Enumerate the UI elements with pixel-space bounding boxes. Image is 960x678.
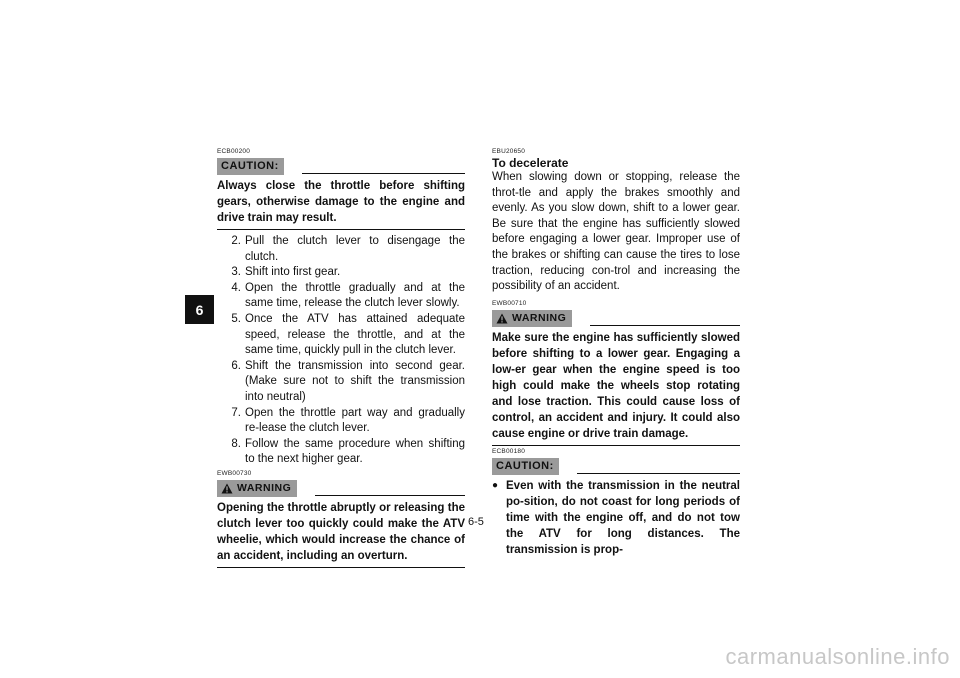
step-number: 3.	[231, 266, 241, 279]
warning-rule	[315, 495, 465, 496]
section-code: EBU20650	[492, 148, 526, 155]
caution-code: ECB00180	[492, 447, 526, 455]
warning-label	[217, 480, 297, 497]
step-text: Pull the clutch lever to disengage the clutch.	[245, 235, 465, 263]
warning-code: EWB00730	[217, 469, 252, 477]
bullet-icon: ●	[492, 479, 499, 491]
step-item	[217, 406, 465, 437]
warning-label	[492, 310, 572, 327]
step-number: 8.	[231, 437, 241, 450]
warning-triangle-icon	[496, 313, 508, 324]
caution-bullet-text: Even with the transmission in the neutral po-sition, do not coast for long periods of time with the engine off, and do not tow the ATV for long distances. The transmission is prop-	[506, 479, 740, 556]
warning-header	[492, 309, 740, 327]
step-number: 6.	[231, 359, 241, 372]
step-item	[217, 437, 465, 468]
step-item	[217, 234, 465, 265]
step-text: Open the throttle part way and gradually re-lease the clutch lever.	[245, 406, 465, 435]
caution-rule	[577, 473, 740, 474]
caution-label: CAUTION:	[492, 458, 559, 475]
warning-label-text: WARNING	[237, 481, 292, 494]
warning-triangle-icon	[221, 483, 233, 494]
warning-label-text: WARNING	[512, 311, 567, 324]
step-number: 7.	[231, 406, 241, 419]
chapter-tab: 6	[185, 295, 214, 324]
step-text: Shift the transmission into second gear. (Make sure not to shift the transmission into neutral)	[245, 359, 465, 403]
page-number: 6-5	[468, 516, 484, 528]
step-number: 5.	[231, 312, 241, 325]
warning-text: Opening the throttle abruptly or releasing the clutch lever too quickly could make the ATV wheelie, which would increase the chance of an accident, including an overturn.	[217, 500, 465, 568]
warning-text: Make sure the engine has sufficiently slowed before shifting to a lower gear. Engaging a low-er gear when the engine speed is too high could make the wheels stop rotating and lose traction. This could cause loss of control, an accident and injury. It could also cause engine or drive train damage.	[492, 330, 740, 446]
step-text: Shift into first gear.	[245, 266, 341, 279]
warning-rule	[590, 325, 740, 326]
warning-code: EWB00710	[492, 299, 527, 307]
left-column	[217, 148, 465, 568]
caution-rule	[302, 173, 465, 174]
step-item	[217, 281, 465, 312]
step-number: 2.	[231, 235, 241, 247]
right-column	[492, 148, 740, 558]
watermark: carmanualsonline.info	[725, 644, 950, 669]
step-item	[217, 359, 465, 406]
step-text: Once the ATV has attained adequate speed, release the throttle, and at the same time, quickly pull in the clutch lever.	[245, 312, 465, 357]
section-body: When slowing down or stopping, release the throt-tle and apply the brakes smoothly and evenly. As you slow down, shift to a lower gear. Be sure that the engine has sufficiently slowed before engaging a lower gear. Improper use of the brakes or shifting can cause the tires to lose traction, reducing con-trol and increasing the possibility of an accident.	[492, 171, 740, 293]
caution-code: ECB00200	[217, 148, 251, 155]
step-item	[217, 265, 465, 281]
step-item	[217, 312, 465, 359]
step-number: 4.	[231, 281, 241, 294]
warning-header	[217, 479, 465, 497]
section-heading: To decelerate	[492, 156, 569, 170]
caution-header	[492, 457, 740, 475]
caution-header	[217, 157, 465, 175]
step-text: Open the throttle gradually and at the same time, release the clutch lever slowly.	[245, 281, 465, 310]
caution-bullet-item	[492, 478, 740, 558]
steps-list	[217, 234, 465, 468]
caution-text: Always close the throttle before shifting gears, otherwise damage to the engine and drive train may result.	[217, 178, 465, 230]
step-text: Follow the same procedure when shifting to the next higher gear.	[245, 437, 465, 466]
caution-label: CAUTION:	[217, 158, 284, 175]
